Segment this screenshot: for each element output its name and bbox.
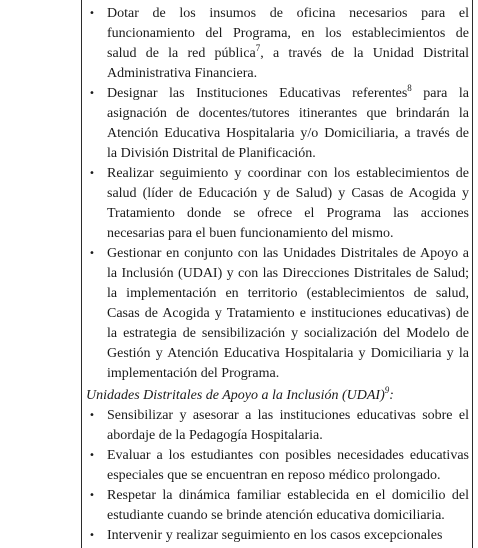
table-right-border (472, 0, 473, 548)
list-item (84, 446, 469, 486)
list-item-text: Casas de Acogida y Tratamiento e instituciones educativas) de (107, 306, 469, 321)
list-item-text: Intervenir y realizar seguimiento en los casos excepcionales (107, 528, 443, 543)
list-item-text: necesarias para el buen funcionamiento del mismo. (107, 226, 394, 241)
bullet-icon: • (89, 410, 95, 421)
list-item-text: Administrativa Financiera. (107, 66, 258, 81)
section-heading (84, 386, 469, 406)
responsibilities-list (84, 4, 469, 384)
list-item-text: salud (líder de Educación y de Salud) y Casas de Acogida y (107, 186, 469, 201)
table-cell-content (84, 4, 469, 548)
list-item (84, 164, 469, 244)
list-item-text: Realizar seguimiento y coordinar con los establecimientos de (107, 166, 469, 181)
bullet-icon: • (89, 8, 95, 19)
bullet-icon: • (89, 88, 95, 99)
list-item-text: funcionamiento del Programa, en los establecimientos de (107, 26, 469, 41)
bullet-icon: • (89, 450, 95, 461)
bullet-icon: • (89, 168, 95, 179)
section-heading-text: Unidades Distritales de Apoyo a la Inclusión (UDAI)$^9$: (86, 386, 394, 403)
list-item-text: Tratamiento donde se ofrece el Programa las acciones (107, 206, 469, 221)
list-item-text: Dotar de los insumos de oficina necesarios para el (107, 6, 469, 21)
list-item-text: Designar las Instituciones Educativas referentes$^8$ para la (107, 84, 469, 101)
list-item-text: Sensibilizar y asesorar a las instituciones educativas sobre el (107, 408, 469, 423)
list-item-text: estudiante cuando se brinde atención educativa domiciliaria. (107, 508, 445, 523)
list-item-text: abordaje de la Pedagogía Hospitalaria. (107, 428, 323, 443)
list-item (84, 526, 469, 546)
list-item (84, 4, 469, 84)
footnote-reference: 9 (384, 386, 390, 395)
list-item (84, 244, 469, 384)
list-item (84, 486, 469, 526)
footnote-reference: 7 (255, 44, 261, 53)
list-item-text: Respetar la dinámica familiar establecida en el domicilio del (107, 488, 469, 503)
list-item-text: implementación del Programa. (107, 366, 280, 381)
list-item (84, 84, 469, 164)
list-item-text: la implementación en territorio (establecimientos de salud, (107, 286, 469, 301)
list-item-text: especiales que se encuentran en reposo médico prolongado. (107, 468, 441, 483)
list-item-text: la estrategia de sensibilización y socialización del Modelo de (107, 326, 469, 341)
list-item-text: Gestión y Atención Educativa Hospitalaria y Domiciliaria y la (107, 346, 469, 361)
list-item-text: salud de la red pública$^7$, a través de la Unidad Distrital (107, 44, 469, 61)
bullet-icon: • (89, 248, 95, 259)
bullet-icon: • (89, 490, 95, 501)
list-item (84, 406, 469, 446)
udai-responsibilities-list (84, 406, 469, 546)
list-item-text: asignación de docentes/tutores itinerantes que brindarán la (107, 106, 469, 121)
table-left-border (81, 0, 82, 548)
list-item-text: la División Distrital de Planificación. (107, 146, 316, 161)
list-item-text: Evaluar a los estudiantes con posibles necesidades educativas (107, 448, 469, 463)
list-item-text: Atención Educativa Hospitalaria y/o Domiciliaria, a través de (107, 126, 469, 141)
list-item-text: Gestionar en conjunto con las Unidades Distritales de Apoyo a (107, 246, 469, 261)
footnote-reference: 8 (407, 84, 412, 93)
list-item-text: la Inclusión (UDAI) y con las Direcciones Distritales de Salud; (107, 266, 469, 281)
bullet-icon: • (89, 530, 95, 541)
